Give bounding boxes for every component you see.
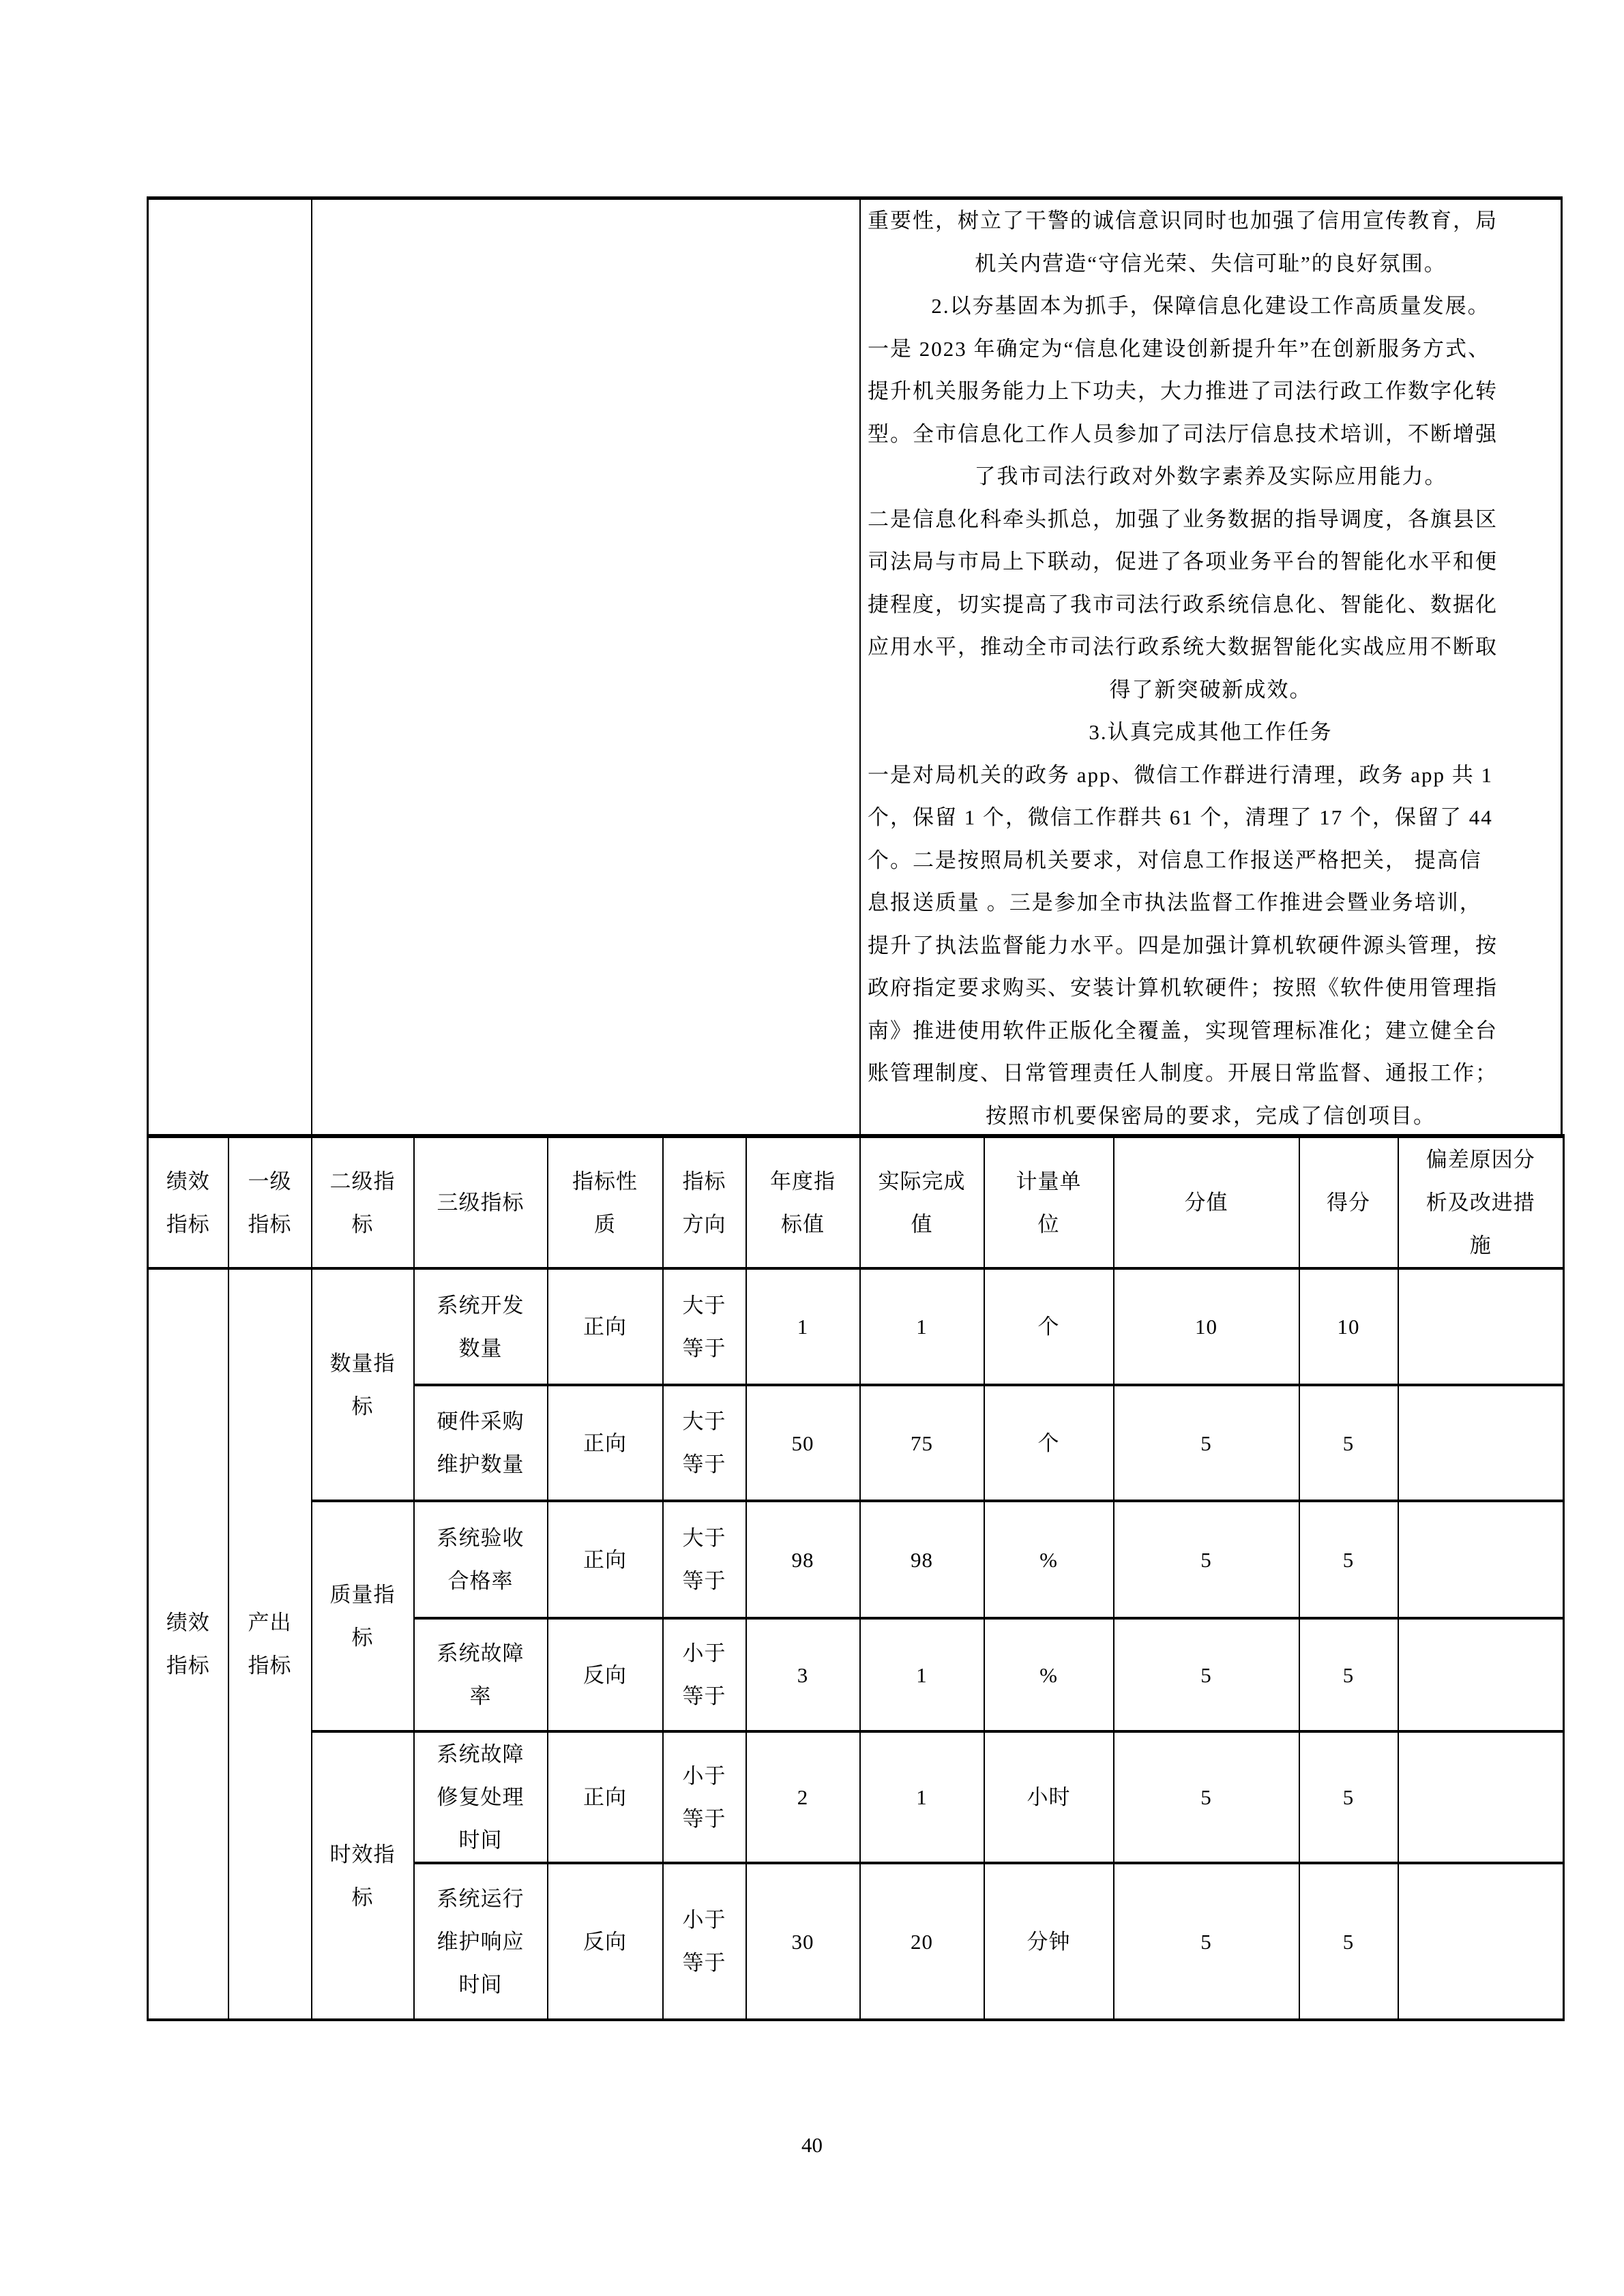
col-header-actual-value: 实际完成 值 — [860, 1136, 984, 1268]
cell-score: 10 — [1299, 1268, 1398, 1385]
page-number: 40 — [801, 2133, 823, 2157]
cell-score: 5 — [1299, 1731, 1398, 1863]
cell-actual: 20 — [860, 1863, 984, 2020]
col-header-nature: 指标性 质 — [548, 1136, 663, 1268]
cell-actual: 98 — [860, 1501, 984, 1618]
cell-deviation — [1398, 1731, 1564, 1863]
paragraph-line: 账管理制度、日常管理责任人制度。开展日常监督、通报工作； — [868, 1061, 1498, 1085]
cell-unit: 小时 — [984, 1731, 1114, 1863]
continuation-section — [147, 196, 1563, 1134]
paragraph-line: 提升机关服务能力上下功夫，大力推进了司法行政工作数字化转 — [868, 379, 1498, 403]
cell-score-full: 5 — [1114, 1618, 1299, 1731]
cell-indicator: 系统验收 合格率 — [414, 1501, 548, 1618]
cell-score-full: 5 — [1114, 1731, 1299, 1863]
cell-unit: 分钟 — [984, 1863, 1114, 2020]
paragraph-line: 南》推进使用软件正版化全覆盖，实现管理标准化；建立健全台 — [868, 1018, 1498, 1043]
paragraph-line: 应用水平，推动全市司法行政系统大数据智能化实战应用不断取 — [868, 635, 1498, 659]
cell-indicator: 系统运行 维护响应 时间 — [414, 1863, 548, 2020]
cell-score-full: 10 — [1114, 1268, 1299, 1385]
continuation-empty-cell-left — [149, 200, 312, 1134]
cell-nature: 正向 — [548, 1731, 663, 1863]
paragraph-line: 捷程度，切实提高了我市司法行政系统信息化、智能化、数据化 — [868, 592, 1498, 616]
cell-indicator: 系统故障 率 — [414, 1618, 548, 1731]
cell-direction: 大于 等于 — [663, 1268, 746, 1385]
paragraph-line: 一是对局机关的政务 app、微信工作群进行清理，政务 app 共 1 — [868, 762, 1494, 787]
cell-score: 5 — [1299, 1385, 1398, 1501]
col-header-score: 得分 — [1299, 1136, 1398, 1268]
cell-group-quantity: 数量指 标 — [312, 1268, 414, 1501]
cell-nature: 正向 — [548, 1501, 663, 1618]
performance-table-wrapper — [147, 1134, 1563, 1997]
cell-indicator: 系统故障 修复处理 时间 — [414, 1731, 548, 1863]
cell-nature: 正向 — [548, 1268, 663, 1385]
cell-target: 2 — [746, 1731, 860, 1863]
paragraph-line: 提升了执法监督能力水平。四是加强计算机软硬件源头管理，按 — [868, 933, 1498, 957]
cell-target: 30 — [746, 1863, 860, 2020]
paragraph-line: 按照市机要保密局的要求，完成了信创项目。 — [986, 1103, 1436, 1128]
cell-nature: 反向 — [548, 1618, 663, 1731]
paragraph-line: 了我市司法行政对外数字素养及实际应用能力。 — [974, 464, 1447, 488]
paragraph-line: 个。二是按照局机关要求，对信息工作报送严格把关， 提高信 — [868, 848, 1482, 872]
cell-score: 5 — [1299, 1618, 1398, 1731]
paragraph-line: 重要性，树立了干警的诚信意识同时也加强了信用宣传教育，局 — [868, 209, 1498, 233]
cell-unit: 个 — [984, 1385, 1114, 1501]
cell-deviation — [1398, 1618, 1564, 1731]
paragraph-line: 二是信息化科牵头抓总，加强了业务数据的指导调度，各旗县区 — [868, 507, 1498, 531]
paragraph-line: 司法局与市局上下联动，促进了各项业务平台的智能化水平和便 — [868, 550, 1498, 573]
cell-indicator: 系统开发 数量 — [414, 1268, 548, 1385]
cell-level1-output-span: 产出 指标 — [228, 1268, 312, 2020]
paragraph-line: 2.以夯基固本为抓手，保障信息化建设工作高质量发展。 — [931, 294, 1490, 318]
cell-deviation — [1398, 1863, 1564, 2020]
paragraph-line: 一是 2023 年确定为“信息化建设创新提升年”在创新服务方式、 — [868, 336, 1491, 361]
paragraph-line: 息报送质量 。三是参加全市执法监督工作推进会暨业务培训， — [868, 891, 1482, 914]
cell-direction: 大于 等于 — [663, 1385, 746, 1501]
cell-actual: 1 — [860, 1268, 984, 1385]
paragraph-line: 3.认真完成其他工作任务 — [1089, 720, 1333, 744]
col-header-level3-indicator: 三级指标 — [414, 1136, 548, 1268]
col-header-unit: 计量单 位 — [984, 1136, 1114, 1268]
table-row — [148, 1268, 1564, 1385]
cell-score-full: 5 — [1114, 1385, 1299, 1501]
paragraph-line: 政府指定要求购买、安装计算机软硬件；按照《软件使用管理指 — [868, 976, 1498, 1000]
cell-direction: 小于 等于 — [663, 1863, 746, 2020]
col-header-score-full: 分值 — [1114, 1136, 1299, 1268]
cell-target: 50 — [746, 1385, 860, 1501]
cell-direction: 小于 等于 — [663, 1731, 746, 1863]
col-header-direction: 指标 方向 — [663, 1136, 746, 1268]
cell-direction: 大于 等于 — [663, 1501, 746, 1618]
cell-direction: 小于 等于 — [663, 1618, 746, 1731]
table-header-row — [148, 1136, 1564, 1268]
col-header-perf-indicator: 绩效 指标 — [148, 1136, 228, 1268]
col-header-deviation: 偏差原因分 析及改进措 施 — [1398, 1136, 1564, 1268]
cell-actual: 1 — [860, 1618, 984, 1731]
cell-group-timeliness: 时效指 标 — [312, 1731, 414, 2020]
cell-unit: % — [984, 1618, 1114, 1731]
cell-perf-indicator-span: 绩效 指标 — [148, 1268, 228, 2020]
cell-score-full: 5 — [1114, 1501, 1299, 1618]
cell-actual: 75 — [860, 1385, 984, 1501]
cell-actual: 1 — [860, 1731, 984, 1863]
continuation-empty-cell-middle — [312, 200, 861, 1134]
table-row — [148, 1731, 1564, 1863]
cell-deviation — [1398, 1501, 1564, 1618]
cell-target: 1 — [746, 1268, 860, 1385]
col-header-level1-indicator: 一级 指标 — [228, 1136, 312, 1268]
cell-group-quality: 质量指 标 — [312, 1501, 414, 1731]
cell-nature: 正向 — [548, 1385, 663, 1501]
cell-unit: 个 — [984, 1268, 1114, 1385]
paragraph-line: 机关内营造“守信光荣、失信可耻”的良好氛围。 — [975, 251, 1447, 275]
continuation-text-cell — [861, 200, 1561, 1134]
col-header-level2-indicator: 二级指 标 — [312, 1136, 414, 1268]
performance-indicator-table — [147, 1134, 1565, 2021]
paragraph-line: 得了新突破新成效。 — [1109, 677, 1312, 702]
cell-target: 98 — [746, 1501, 860, 1618]
cell-target: 3 — [746, 1618, 860, 1731]
paragraph-line: 型。全市信息化工作人员参加了司法厅信息技术培训，不断增强 — [868, 421, 1498, 446]
cell-indicator: 硬件采购 维护数量 — [414, 1385, 548, 1501]
cell-score: 5 — [1299, 1863, 1398, 2020]
cell-nature: 反向 — [548, 1863, 663, 2020]
col-header-annual-target: 年度指 标值 — [746, 1136, 860, 1268]
cell-deviation — [1398, 1268, 1564, 1385]
cell-score-full: 5 — [1114, 1863, 1299, 2020]
cell-deviation — [1398, 1385, 1564, 1501]
paragraph-line: 个，保留 1 个，微信工作群共 61 个，清理了 17 个，保留了 44 — [868, 805, 1493, 829]
cell-score: 5 — [1299, 1501, 1398, 1618]
cell-unit: % — [984, 1501, 1114, 1618]
table-row — [148, 1501, 1564, 1618]
